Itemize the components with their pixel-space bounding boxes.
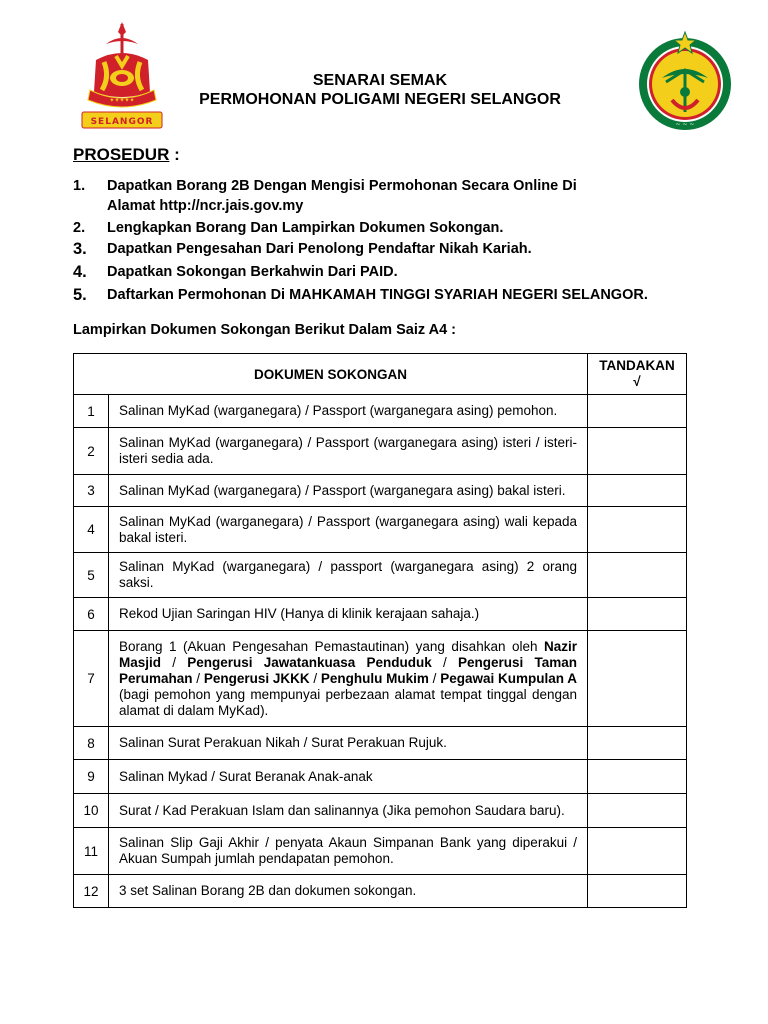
row-text-bold-segment: Penghulu Mukim — [320, 670, 429, 686]
table-header-row — [74, 354, 687, 395]
tick-box[interactable] — [588, 507, 687, 553]
row-text-bold-segment: Nazir Masjid — [119, 638, 577, 670]
row-text-bold-segment: Pengerusi JKKK — [203, 670, 310, 686]
header-tandakan-label: TANDAKAN — [599, 358, 675, 373]
row-description: Salinan MyKad (warganegara) / Passport (warganegara asing) isteri / isteri-isteri sedia ada. — [109, 428, 588, 475]
row-number: 11 — [74, 828, 109, 875]
row-description: Salinan MyKad (warganegara) / passport (warganegara asing) 2 orang saksi. — [109, 553, 588, 598]
header-tandakan — [588, 354, 687, 395]
row-description: Salinan MyKad (warganegara) / Passport (warganegara asing) bakal isteri. — [109, 475, 588, 507]
row-number: 8 — [74, 727, 109, 760]
row-description: Salinan MyKad (warganegara) / Passport (warganegara asing) wali kepada bakal isteri. — [109, 507, 588, 553]
table-row — [74, 760, 687, 794]
row-number: 6 — [74, 598, 109, 631]
header-dokumen-sokongan: DOKUMEN SOKONGAN — [74, 354, 588, 395]
table-row — [74, 598, 687, 631]
tick-box[interactable] — [588, 875, 687, 908]
row-description: 3 set Salinan Borang 2B dan dokumen sokongan. — [109, 875, 588, 908]
row-number: 1 — [74, 395, 109, 428]
row-number: 5 — [74, 553, 109, 598]
row-description: Salinan MyKad (warganegara) / Passport (warganegara asing) pemohon. — [109, 395, 588, 428]
row-number: 10 — [74, 794, 109, 828]
table-row — [74, 507, 687, 553]
prosedur-label: PROSEDUR — [73, 145, 170, 164]
table-row — [74, 475, 687, 507]
step-text-url: Alamat http://ncr.jais.gov.my — [107, 198, 304, 214]
row-text-segment: / — [428, 670, 441, 686]
table-row — [74, 631, 687, 727]
row-text-segment: Borang 1 (Akuan Pengesahan Pemastautinan) yang disahkan oleh — [119, 638, 544, 654]
svg-text:~ ~ ~: ~ ~ ~ — [675, 121, 695, 128]
step-number: 5. — [73, 286, 87, 304]
table-row — [74, 875, 687, 908]
row-number: 3 — [74, 475, 109, 507]
step-number: 4. — [73, 263, 87, 281]
row-text-bold-segment: Pengerusi Taman Perumahan — [119, 654, 577, 686]
table-row — [74, 428, 687, 475]
row-number: 7 — [74, 631, 109, 727]
row-description: Salinan Mykad / Surat Beranak Anak-anak — [109, 760, 588, 794]
table-row — [74, 794, 687, 828]
step-text: Dapatkan Sokongan Berkahwin Dari PAID. — [107, 264, 398, 280]
svg-text:✦✦✦✦✦: ✦✦✦✦✦ — [109, 97, 135, 104]
tick-box[interactable] — [588, 428, 687, 475]
row-description — [109, 631, 588, 727]
table-row — [74, 828, 687, 875]
row-description: Rekod Ujian Saringan HIV (Hanya di klinik kerajaan sahaja.) — [109, 598, 588, 631]
tick-box[interactable] — [588, 727, 687, 760]
step-text: Daftarkan Permohonan Di MAHKAMAH TINGGI SYARIAH NEGERI SELANGOR. — [107, 287, 648, 303]
tick-box[interactable] — [588, 475, 687, 507]
row-text-bold-segment: Pegawai Kumpulan A — [440, 670, 577, 686]
tick-box[interactable] — [588, 631, 687, 727]
step-number: 1. — [73, 178, 86, 194]
step-number: 2. — [73, 220, 86, 236]
page-title-line1: SENARAI SEMAK — [312, 72, 448, 89]
documents-checklist-table — [73, 353, 687, 908]
row-text-segment: / — [161, 654, 188, 670]
step-number: 3. — [73, 240, 87, 258]
table-row — [74, 395, 687, 428]
row-description: Salinan Surat Perakuan Nikah / Surat Perakuan Rujuk. — [109, 727, 588, 760]
tick-box[interactable] — [588, 794, 687, 828]
row-number: 12 — [74, 875, 109, 908]
row-text-segment: (bagi pemohon yang mempunyai perbezaan alamat tempat tinggal dengan alamat di dalam MyKad). — [119, 686, 577, 718]
tick-box[interactable] — [588, 553, 687, 598]
lampiran-heading: Lampirkan Dokumen Sokongan Berikut Dalam Saiz A4 : — [73, 322, 456, 338]
row-text-segment: / — [431, 654, 458, 670]
selangor-logo-text: SELANGOR — [90, 117, 154, 127]
row-description: Surat / Kad Perakuan Islam dan salinannya (Jika pemohon Saudara baru). — [109, 794, 588, 828]
table-row — [74, 553, 687, 598]
row-text-segment: / — [192, 670, 204, 686]
checkmark-icon: √ — [633, 374, 641, 389]
row-text-bold-segment: Pengerusi Jawatankuasa Penduduk — [187, 654, 432, 670]
prosedur-colon: : — [169, 145, 180, 164]
row-description: Salinan Slip Gaji Akhir / penyata Akaun Simpanan Bank yang diperakui / Akuan Sumpah jumlah pendapatan pemohon. — [109, 828, 588, 875]
row-text-segment: / — [309, 670, 321, 686]
selangor-crest-logo — [76, 22, 168, 132]
row-number: 4 — [74, 507, 109, 553]
tick-box[interactable] — [588, 598, 687, 631]
page-title-line2: PERMOHONAN POLIGAMI NEGERI SELANGOR — [199, 91, 561, 108]
step-text: Lengkapkan Borang Dan Lampirkan Dokumen Sokongan. — [107, 220, 504, 236]
tick-box[interactable] — [588, 395, 687, 428]
jais-emblem-logo — [636, 30, 734, 134]
row-number: 2 — [74, 428, 109, 475]
table-row — [74, 727, 687, 760]
row-number: 9 — [74, 760, 109, 794]
step-text: Dapatkan Pengesahan Dari Penolong Pendaftar Nikah Kariah. — [107, 241, 532, 257]
tick-box[interactable] — [588, 760, 687, 794]
tick-box[interactable] — [588, 828, 687, 875]
step-text: Dapatkan Borang 2B Dengan Mengisi Permohonan Secara Online Di — [107, 178, 577, 194]
prosedur-heading — [73, 145, 180, 165]
